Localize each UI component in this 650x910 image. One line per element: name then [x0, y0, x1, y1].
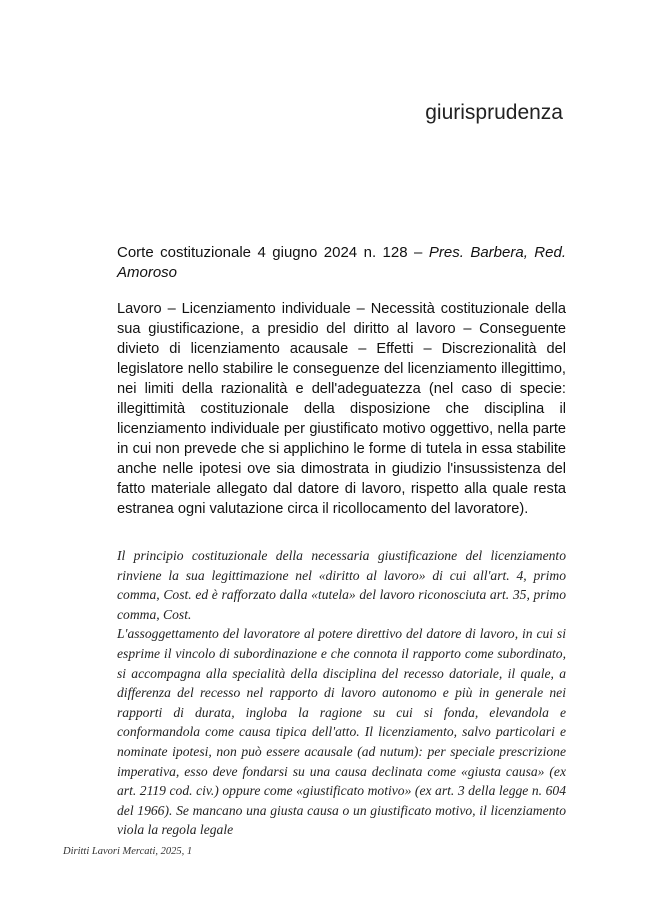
summary-paragraph: L'assoggettamento del lavoratore al potere direttivo del datore di lavoro, in cui si esprime il vincolo di subordinazione e che connota il rapporto come subordinato, si accompagna alla specialità della disciplina del recesso datoriale, il quale, a differenza del recesso nel rapporto di lavoro autonomo e più in generale nei rapporti di durata, ingloba la ragione su cui si fonda, elevandola e conformandola come causa tipica dell'atto. Il licenziamento, salvo particolari e nominate ipotesi, non può essere acausale (ad nutum): per speciale prescrizione imperativa, esso deve fondarsi su una causa declinata come «giusta causa» (ex art. 2119 cod. civ.) oppure come «giustificato motivo» (ex art. 3 della legge n. 604 del 1966). Se mancano una giusta causa o un giustificato motivo, il licenziamento viola la regola legale	[117, 626, 566, 838]
summary-paragraph: Il principio costituzionale della necessaria giustificazione del licenziamento rinviene la sua legittimazione nel «diritto al lavoro» di cui all'art. 4, primo comma, Cost. ed è rafforzato dalla «tutela» del lavoro riconosciuta art. 35, primo comma, Cost.	[117, 548, 566, 622]
journal-footer: Diritti Lavori Mercati, 2025, 1	[63, 846, 193, 857]
judges: Pres. Barbera, Red. Amoroso	[117, 244, 566, 281]
case-heading	[117, 243, 566, 283]
case-abstract: Lavoro – Licenziamento individuale – Necessità costituzionale della sua giustificazione, a presidio del diritto al lavoro – Conseguente divieto di licenziamento acausale – Effetti – Discrezionalità del legislatore nello stabilire le conseguenze del licenziamento illegittimo, nei limiti della razionalità e dell'adeguatezza (nel caso di specie: illegittimità costituzionale della disposizione che disciplina il licenziamento individuale per giustificato motivo oggettivo, nella parte in cui non prevede che si applichino le forme di tutela in essa stabilite anche nelle ipotesi ove sia dimostrata in giudizio l'insussistenza del fatto materiale allegato dal datore di lavoro, rispetto alla quale resta estranea ogni valutazione circa il ricollocamento del lavoratore).	[117, 301, 566, 517]
section-label: giurisprudenza	[425, 101, 563, 124]
heading-separator: –	[407, 244, 429, 261]
court-citation: Corte costituzionale 4 giugno 2024 n. 128	[117, 244, 408, 261]
case-summary	[117, 546, 566, 840]
